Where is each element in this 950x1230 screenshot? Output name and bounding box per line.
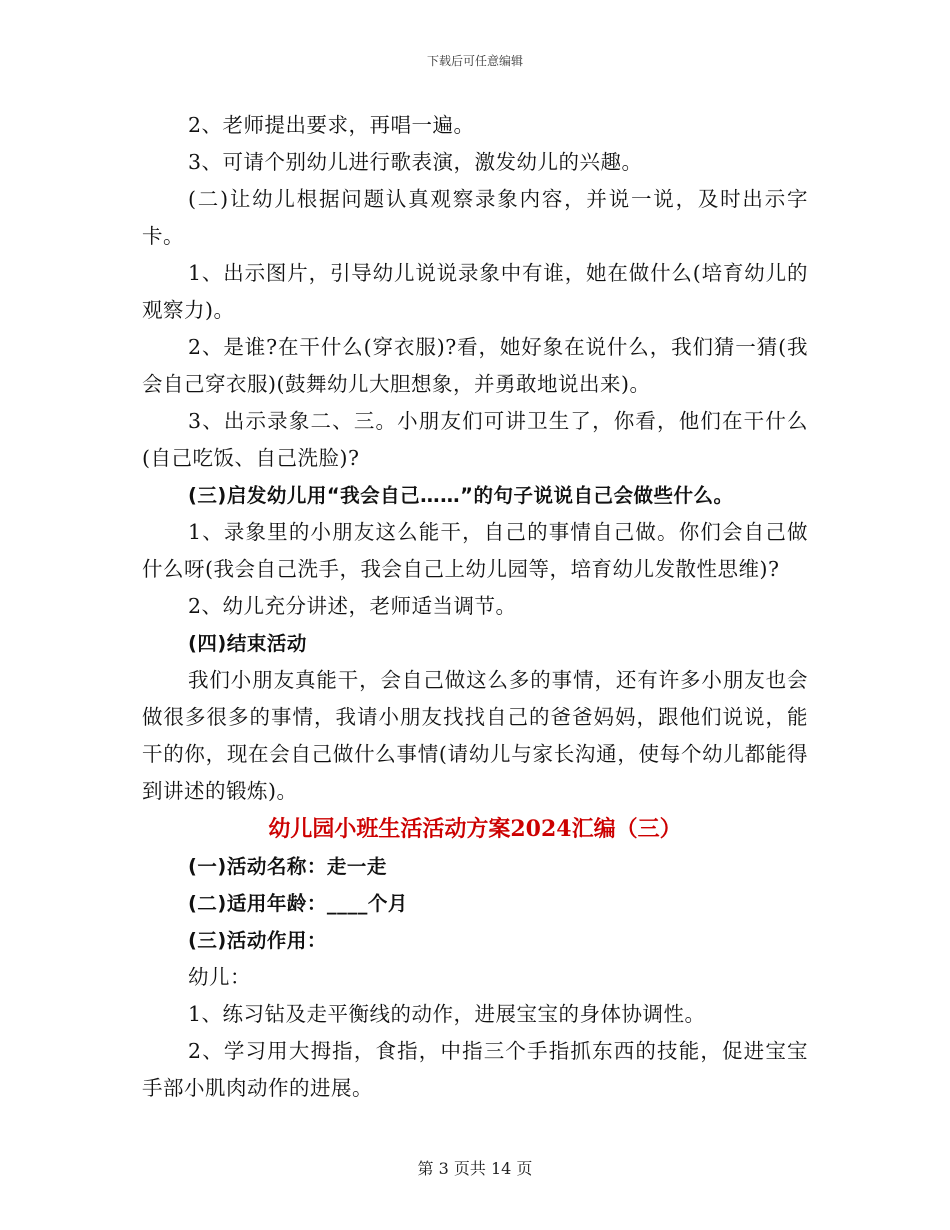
paragraph-purpose-1: 1、练习钻及走平衡线的动作，进展宝宝的身体协调性。 bbox=[188, 1002, 706, 1026]
heading-section-4-end: (四)结束活动 bbox=[188, 632, 307, 655]
paragraph-step-2-sing-again: 2、老师提出要求，再唱一遍。 bbox=[188, 113, 475, 137]
paragraph-who-is-it: 2、是谁?在干什么(穿衣服)?看，她好象在说什么，我们猜一猜(我会自己穿衣服)(鼓舞幼儿大胆想象，并勇敢地说出来)。 bbox=[142, 335, 808, 396]
paragraph-step-3-performance: 3、可请个别幼儿进行歌表演，激发幼儿的兴趣。 bbox=[188, 150, 643, 174]
paragraph-closing: 我们小朋友真能干，会自己做这么多的事情，还有许多小朋友也会做很多很多的事情，我请小朋友找找自己的爸爸妈妈，跟他们说说，能干的你，现在会自己做什么事情(请幼儿与家长沟通，使每个幼儿都能得到讲述的锻炼)。 bbox=[142, 668, 808, 803]
paragraph-children-label: 幼儿： bbox=[188, 965, 251, 989]
heading-section-3: (三)启发幼儿用“我会自己……”的句子说说自己会做些什么。 bbox=[188, 484, 734, 507]
document-body bbox=[142, 107, 808, 1107]
page-header: 下载后可任意编辑 bbox=[426, 54, 523, 68]
paragraph-children-narrate: 2、幼儿充分讲述，老师适当调节。 bbox=[188, 594, 517, 618]
section-title: 幼儿园小班生活活动方案2024汇编（三） bbox=[268, 816, 682, 842]
page-footer: 第 3 页共 14 页 bbox=[417, 1159, 533, 1178]
heading-applicable-age: (二)适用年龄：____个月 bbox=[188, 892, 408, 915]
heading-activity-purpose: (三)活动作用： bbox=[188, 929, 327, 952]
heading-activity-name: (一)活动名称：走一走 bbox=[188, 855, 387, 878]
paragraph-show-video: 3、出示录象二、三。小朋友们可讲卫生了，你看，他们在干什么(自己吃饭、自己洗脸)? bbox=[142, 409, 808, 470]
paragraph-section-2-observe: (二)让幼儿根据问题认真观察录象内容，并说一说，及时出示字卡。 bbox=[142, 187, 808, 248]
paragraph-purpose-2: 2、学习用大拇指，食指，中指三个手指抓东西的技能，促进宝宝手部小肌肉动作的进展。 bbox=[142, 1039, 808, 1100]
paragraph-capable-children: 1、录象里的小朋友这么能干，自己的事情自己做。你们会自己做什么呀(我会自己洗手，我会自己上幼儿园等，培育幼儿发散性思维)? bbox=[142, 520, 808, 581]
paragraph-show-picture: 1、出示图片，引导幼儿说说录象中有谁，她在做什么(培育幼儿的观察力)。 bbox=[142, 261, 808, 322]
